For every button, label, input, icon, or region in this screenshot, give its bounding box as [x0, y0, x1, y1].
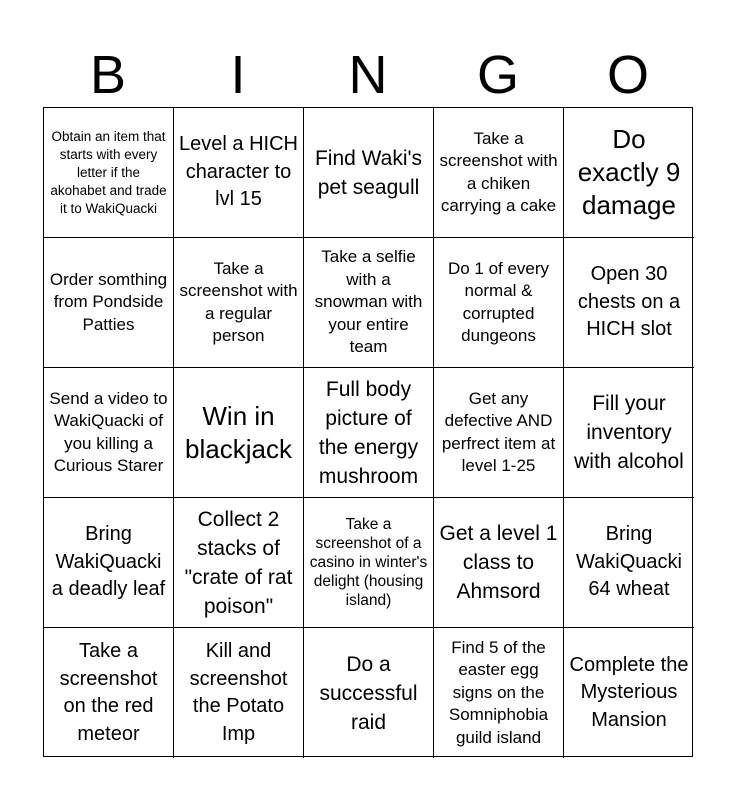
header-letter-o: O	[606, 45, 649, 105]
header-letter-g: G	[476, 45, 519, 105]
bingo-cell-text: Fill your inventory with alcohol	[574, 392, 684, 473]
header-letter-n: N	[348, 45, 388, 105]
bingo-cell-text: Level a HICH character to lvl 15	[179, 133, 298, 211]
bingo-cell-r4c1	[44, 498, 174, 628]
bingo-cell-text: Find Waki's pet seagull	[314, 146, 423, 199]
bingo-cell-r4c3	[304, 498, 434, 628]
bingo-cell-r2c3	[304, 238, 434, 368]
bingo-cell-r4c2	[174, 498, 304, 628]
bingo-cell-text: Take a screenshot with a chiken carrying a cake	[439, 128, 558, 215]
bingo-cell-text: Bring WakiQuacki 64 wheat	[576, 523, 682, 601]
bingo-cell-r1c3	[304, 108, 434, 238]
bingo-cell-r3c1	[44, 368, 174, 498]
bingo-cell-text: Find 5 of the easter egg signs on the Somniphobia guild island	[448, 637, 549, 747]
bingo-cell-r3c4	[434, 368, 564, 498]
bingo-cell-text: Send a video to WakiQuacki of you killing a Curious Starer	[49, 388, 168, 475]
bingo-cell-text: Order somthing from Pondside Patties	[49, 269, 168, 334]
bingo-cell-r5c2	[174, 628, 304, 758]
bingo-cell-r2c1	[44, 238, 174, 368]
bingo-cell-r1c4	[434, 108, 564, 238]
bingo-cell-text: Get a level 1 class to Ahmsord	[439, 522, 558, 603]
bingo-cell-text: Full body picture of the energy mushroom	[318, 377, 419, 488]
header-letter-i: I	[230, 45, 246, 105]
bingo-cell-r5c3	[304, 628, 434, 758]
bingo-cell-text: Bring WakiQuacki a deadly leaf	[51, 523, 166, 601]
bingo-cell-r4c5	[564, 498, 694, 628]
bingo-cell-text: Take a selfie with a snowman with your entire team	[314, 247, 423, 357]
bingo-cell-r3c2	[174, 368, 304, 498]
bingo-cell-r5c5	[564, 628, 694, 758]
bingo-header	[43, 44, 693, 106]
bingo-cell-r3c3	[304, 368, 434, 498]
bingo-cell-r3c5	[564, 368, 694, 498]
bingo-cell-r5c4	[434, 628, 564, 758]
bingo-cell-text: Take a screenshot on the red meteor	[59, 640, 158, 745]
bingo-cell-text: Open 30 chests on a HICH slot	[577, 263, 681, 341]
bingo-cell-r2c2	[174, 238, 304, 368]
bingo-cell-r2c4	[434, 238, 564, 368]
bingo-cell-r1c2	[174, 108, 304, 238]
bingo-cell-text: Do 1 of every normal & corrupted dungeons	[447, 258, 550, 345]
bingo-cell-text: Complete the Mysterious Mansion	[569, 653, 689, 731]
bingo-cell-text: Do exactly 9 damage	[577, 124, 681, 220]
bingo-cell-r1c1	[44, 108, 174, 238]
bingo-grid	[43, 107, 693, 757]
bingo-cell-text: Collect 2 stacks of "crate of rat poison"	[184, 507, 293, 618]
bingo-cell-r4c4	[434, 498, 564, 628]
bingo-cell-text: Get any defective AND perfrect item at level 1-25	[441, 388, 556, 475]
bingo-cell-r2c5	[564, 238, 694, 368]
header-letter-b: B	[89, 45, 127, 105]
bingo-cell-text: Do a successful raid	[319, 652, 418, 734]
bingo-cell-text: Take a screenshot of a casino in winter's delight (housing island)	[309, 516, 428, 609]
bingo-cell-text: Win in blackjack	[185, 400, 292, 464]
bingo-cell-r1c5	[564, 108, 694, 238]
bingo-cell-text: Kill and screenshot the Potato Imp	[189, 640, 288, 745]
bingo-cell-r5c1	[44, 628, 174, 758]
bingo-cell-text: Take a screenshot with a regular person	[179, 258, 298, 345]
bingo-cell-text: Obtain an item that starts with every letter if the akohabet and trade it to WakiQuacki	[50, 128, 167, 216]
